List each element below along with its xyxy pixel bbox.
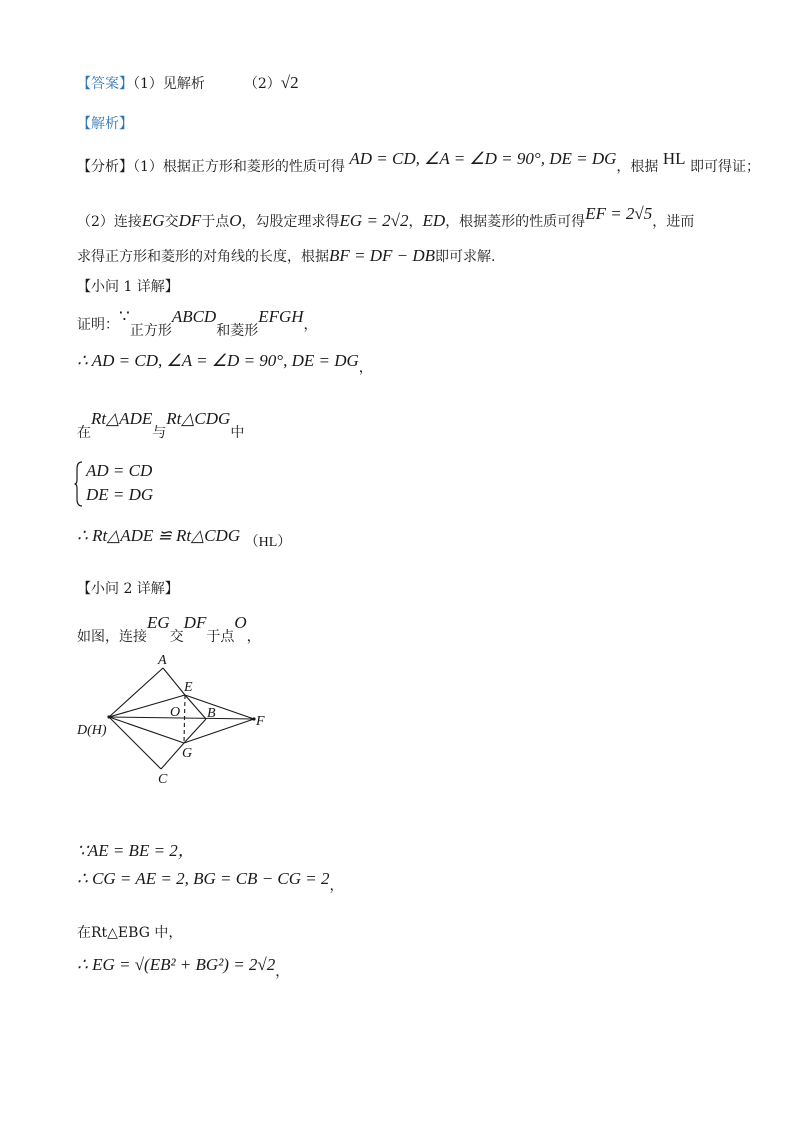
q2-line-5: [77, 954, 289, 983]
analysis-text-c: 即可得证；: [689, 159, 760, 175]
analysis-hl: HL: [662, 149, 686, 168]
analysis3-math: BF = DF − DB: [329, 246, 436, 265]
q2-df: DF: [183, 613, 207, 632]
q2-comma: ，: [246, 629, 261, 645]
label-G: G: [182, 746, 193, 761]
analysis2-text-c: ，: [408, 214, 423, 230]
q1-efgh: EFGH: [258, 307, 304, 326]
segment-EG-dashed: [184, 695, 185, 743]
q2-o: O: [234, 613, 247, 632]
q2-title: 【小问 2 详解】: [77, 581, 179, 597]
q2-in-rt: 在Rt△EBG 中，: [77, 925, 183, 941]
q2-math-4: ∴ EG = √(EB² + BG²) = 2√2: [77, 955, 276, 974]
q2-eg: EG: [147, 613, 170, 632]
label-F: F: [256, 714, 265, 729]
q2-text-a: 如图，连接: [77, 629, 147, 645]
q1-hl: （HL）: [244, 535, 292, 550]
q1-comma: ，: [303, 317, 318, 333]
label-O: O: [170, 705, 181, 720]
analysis2-text-e: ，进而: [652, 214, 695, 230]
analysis-line-3: [77, 245, 496, 268]
answer-line: [77, 72, 299, 95]
analysis-text-a: （1）根据正方形和菱形的性质可得: [133, 159, 345, 175]
q2-line-2: [77, 840, 195, 863]
analysis2-o: O: [229, 211, 242, 230]
q1-line-2: [77, 350, 373, 379]
analysis2-yu: 于点: [201, 214, 230, 230]
q1-conclusion-math: ∴ Rt△ADE ≌ Rt△CDG: [77, 526, 241, 545]
q1-because: ∵: [119, 307, 130, 326]
jiexi-tag: 【解析】: [77, 116, 133, 132]
q2-line-4: [77, 922, 182, 944]
q1-rt2: Rt△CDG: [166, 409, 231, 428]
analysis2-text-d: ，根据菱形的性质可得: [445, 214, 586, 230]
segment-CD: [109, 717, 161, 769]
analysis3-text-b: 即可求解.: [435, 249, 496, 265]
analysis2-eg: EG: [141, 211, 165, 230]
analysis2-df: DF: [178, 211, 202, 230]
segment-AE: [163, 668, 185, 695]
analysis2-math-1: EG = 2√2: [339, 211, 409, 230]
q1-line-3: [77, 408, 244, 444]
q1-proof-label: 证明：: [77, 317, 119, 333]
q1-square-label: 正方形: [129, 323, 172, 339]
analysis-tag: 【分析】: [77, 159, 133, 175]
label-A: A: [158, 653, 167, 668]
q1-conclusion: [77, 525, 291, 554]
q2-line-3: [77, 868, 344, 897]
analysis-line-1: [77, 148, 760, 178]
label-B: B: [207, 706, 216, 721]
q1-in: 在: [77, 425, 91, 441]
q1-and-rhombus: 和菱形: [216, 323, 259, 339]
q2-comma-2: ，: [329, 878, 344, 894]
segment-DF: [109, 717, 254, 719]
analysis2-math-2: EF = 2√5: [585, 204, 653, 223]
q1-title: 【小问 1 详解】: [77, 279, 179, 295]
system-eq-1: AD = CD: [86, 461, 153, 480]
analysis2-text-a: （2）连接: [77, 214, 142, 230]
q1-yu: 与: [152, 425, 167, 441]
q1-proof-line: [77, 306, 318, 342]
analysis-text-b: ，根据: [616, 159, 659, 175]
answer-tag: 【答案】: [77, 76, 133, 92]
q2-line-1: [77, 612, 261, 648]
answer-part1: （1）见解析: [133, 76, 205, 92]
analysis2-text-b: ，勾股定理求得: [241, 214, 340, 230]
label-E: E: [184, 680, 193, 695]
q1-math-2: ∴ AD = CD, ∠A = ∠D = 90°, DE = DG: [77, 351, 359, 370]
q2-jiao: 交: [169, 629, 184, 645]
analysis-math-1: AD = CD, ∠A = ∠D = 90°, DE = DG: [349, 149, 617, 168]
q2-math-1: ∵AE = BE = 2，: [77, 841, 195, 860]
q2-comma-3: ，: [275, 964, 290, 980]
answer-value: √2: [280, 73, 299, 92]
analysis-line-2: [77, 203, 694, 233]
left-brace: [74, 461, 84, 507]
q2-yu: 于点: [206, 629, 235, 645]
q1-comma-2: ，: [358, 360, 373, 376]
answer-part2: （2）: [243, 76, 281, 92]
analysis2-jiao: 交: [164, 214, 179, 230]
q2-math-2: ∴ CG = AE = 2, BG = CB − CG = 2: [77, 869, 330, 888]
q1-zhong: 中: [230, 425, 245, 441]
q1-abcd: ABCD: [171, 307, 217, 326]
analysis2-ed: ED: [422, 211, 446, 230]
q1-rt1: Rt△ADE: [91, 409, 153, 428]
label-DH: D(H): [77, 723, 107, 738]
label-C: C: [158, 772, 168, 787]
segment-GC: [161, 743, 184, 769]
analysis3-text-a: 求得正方形和菱形的对角线的长度，根据: [77, 249, 329, 265]
segment-GD: [109, 717, 184, 743]
system-eq-2: DE = DG: [86, 485, 154, 504]
geometry-figure: [74, 650, 274, 790]
